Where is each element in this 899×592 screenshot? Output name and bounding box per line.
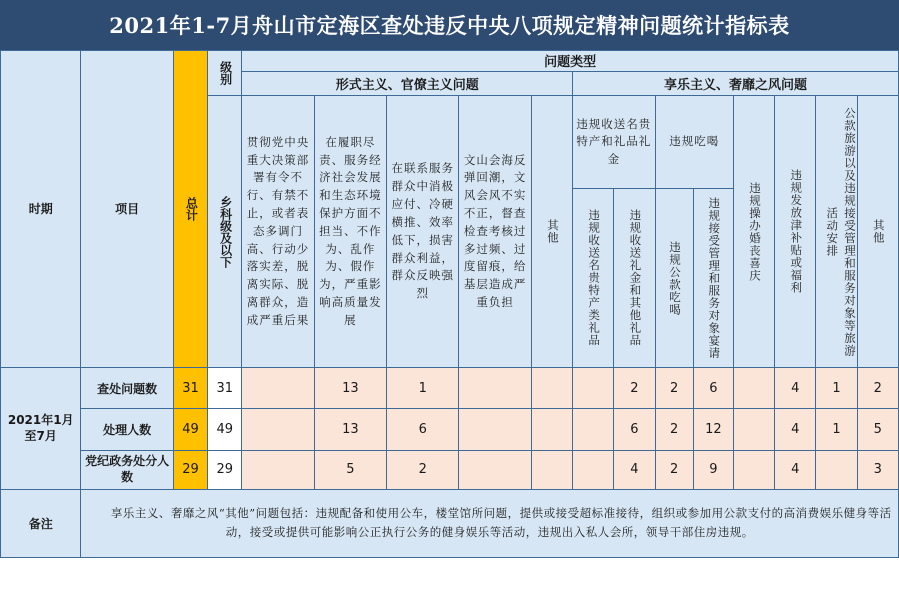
table-row <box>1 409 899 450</box>
cell <box>459 409 531 450</box>
row-total: 49 <box>173 409 207 450</box>
level-header: 级别 <box>208 51 242 96</box>
hedonism-header: 享乐主义、奢靡之风问题 <box>573 71 899 96</box>
cell <box>573 367 614 408</box>
row-label: 查处问题数 <box>81 367 174 408</box>
cell <box>242 409 314 450</box>
hedonism-sub-cash-gifts: 违规收送礼金和其他礼品 <box>614 189 655 368</box>
statistics-table <box>0 50 899 558</box>
hedonism-sub-banquets: 违规接受管理和服务对象宴请 <box>693 189 733 368</box>
hedonism-col-travel: 公款旅游以及违规接受管理和服务对象等旅游活动安排 <box>816 96 857 368</box>
cell <box>531 409 572 450</box>
remark-text: 享乐主义、奢靡之风“其他”问题包括：违规配备和使用公车，楼堂馆所问题，提供或接受超标准接待，组织或参加用公款支付的高消费娱乐健身等活动，接受或提供可能影响公正执行公务的健身娱乐等活动，违规出入私人会所，领导干部住房违规。 <box>81 489 899 557</box>
row-label: 党纪政务处分人数 <box>81 450 174 489</box>
cell: 6 <box>693 367 733 408</box>
cell <box>573 450 614 489</box>
hedonism-col-other: 其他 <box>857 96 898 368</box>
table-title: 2021年1-7月舟山市定海区查处违反中央八项规定精神问题统计指标表 <box>0 0 899 50</box>
period-cell: 2021年1月至7月 <box>1 367 81 489</box>
formalism-col-2: 在履职尽责、服务经济社会发展和生态环境保护方面不担当、不作为、乱作为、假作为，严重影响高质量发展 <box>314 96 386 368</box>
cell <box>242 367 314 408</box>
total-header: 总计 <box>173 51 207 368</box>
cell <box>573 409 614 450</box>
cell <box>459 367 531 408</box>
row-label: 处理人数 <box>81 409 174 450</box>
formalism-col-4: 文山会海反弹回潮，文风会风不实不正，督查检查考核过多过频、过度留痕，给基层造成严重负担 <box>459 96 531 368</box>
hedonism-gifts-group: 违规收送名贵特产和礼品礼金 <box>573 96 655 189</box>
cell: 5 <box>314 450 386 489</box>
cell: 6 <box>387 409 459 450</box>
row-total: 31 <box>173 367 207 408</box>
cell: 13 <box>314 367 386 408</box>
township-header: 乡科级及以下 <box>208 96 242 368</box>
cell <box>816 450 857 489</box>
row-township: 29 <box>208 450 242 489</box>
item-header: 项目 <box>81 51 174 368</box>
problem-type-header: 问题类型 <box>242 51 899 72</box>
formalism-header: 形式主义、官僚主义问题 <box>242 71 573 96</box>
cell: 1 <box>387 367 459 408</box>
table-row <box>1 367 899 408</box>
row-township: 49 <box>208 409 242 450</box>
cell: 12 <box>693 409 733 450</box>
cell <box>531 367 572 408</box>
remark-label: 备注 <box>1 489 81 557</box>
cell: 2 <box>655 409 693 450</box>
cell: 2 <box>387 450 459 489</box>
cell: 13 <box>314 409 386 450</box>
cell <box>733 409 774 450</box>
cell: 2 <box>614 367 655 408</box>
cell: 2 <box>857 367 898 408</box>
cell: 2 <box>655 367 693 408</box>
cell: 4 <box>775 450 816 489</box>
cell: 4 <box>775 367 816 408</box>
cell: 1 <box>816 409 857 450</box>
row-total: 29 <box>173 450 207 489</box>
cell <box>242 450 314 489</box>
cell <box>733 367 774 408</box>
hedonism-col-allowance: 违规发放津补贴或福利 <box>775 96 816 368</box>
remark-row <box>1 489 899 557</box>
formalism-col-1: 贯彻党中央重大决策部署有令不行、有禁不止，或者表态多调门高、行动少落实差，脱离实际、脱离群众，造成严重后果 <box>242 96 314 368</box>
cell: 4 <box>614 450 655 489</box>
cell: 6 <box>614 409 655 450</box>
hedonism-sub-public-dining: 违规公款吃喝 <box>655 189 693 368</box>
cell <box>459 450 531 489</box>
cell: 5 <box>857 409 898 450</box>
formalism-col-other: 其他 <box>531 96 572 368</box>
row-township: 31 <box>208 367 242 408</box>
period-header: 时期 <box>1 51 81 368</box>
hedonism-sub-specialty-gifts: 违规收送名贵特产类礼品 <box>573 189 614 368</box>
formalism-col-3: 在联系服务群众中消极应付、冷硬横推、效率低下，损害群众利益，群众反映强烈 <box>387 96 459 368</box>
cell <box>733 450 774 489</box>
cell: 3 <box>857 450 898 489</box>
cell: 9 <box>693 450 733 489</box>
hedonism-dining-group: 违规吃喝 <box>655 96 733 189</box>
hedonism-col-weddings: 违规操办婚丧喜庆 <box>733 96 774 368</box>
cell: 4 <box>775 409 816 450</box>
table-row <box>1 450 899 489</box>
cell: 2 <box>655 450 693 489</box>
cell <box>531 450 572 489</box>
cell: 1 <box>816 367 857 408</box>
